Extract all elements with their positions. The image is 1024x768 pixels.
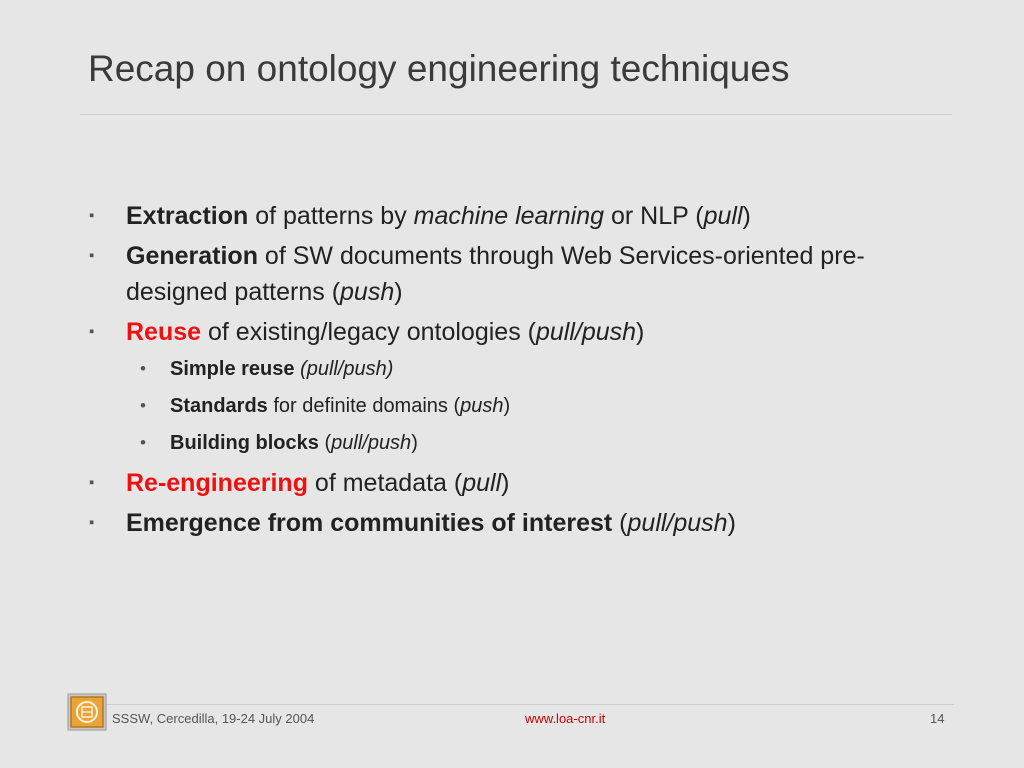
square-bullet-icon: ▪ bbox=[89, 323, 95, 340]
text: ) bbox=[503, 395, 511, 417]
bullet-generation bbox=[88, 238, 948, 310]
text: of patterns by bbox=[248, 202, 414, 230]
text: or NLP ( bbox=[604, 202, 704, 230]
text: of metadata ( bbox=[307, 469, 463, 497]
bullet-extraction bbox=[88, 198, 948, 234]
square-bullet-icon: ▪ bbox=[89, 207, 95, 224]
bullet-re-engineering bbox=[88, 465, 948, 501]
term-extraction: Extraction bbox=[126, 202, 249, 230]
text-italic: pull/push bbox=[627, 509, 728, 537]
term-building-blocks: Building blocks bbox=[170, 432, 319, 454]
square-bullet-icon: ▪ bbox=[89, 514, 95, 531]
footer-url-link[interactable]: www.loa-cnr.it bbox=[525, 711, 606, 726]
page-number: 14 bbox=[930, 711, 945, 726]
text-italic: push bbox=[460, 395, 504, 417]
text-italic: pull/push bbox=[331, 432, 412, 454]
bullet-reuse bbox=[88, 314, 948, 350]
title-divider bbox=[80, 114, 952, 115]
text-italic: push bbox=[340, 278, 395, 306]
term-emergence: Emergence from communities of interest bbox=[126, 509, 613, 537]
dot-bullet-icon: • bbox=[140, 359, 146, 378]
text-italic: (pull/push) bbox=[300, 358, 394, 380]
loa-logo-icon bbox=[67, 693, 107, 731]
text: ) bbox=[636, 318, 645, 346]
sub-bullet-building-blocks bbox=[88, 428, 948, 458]
text: ) bbox=[394, 278, 403, 306]
term-standards: Standards bbox=[170, 395, 268, 417]
text: of existing/legacy ontologies ( bbox=[201, 318, 536, 346]
text: for definite domains ( bbox=[267, 395, 461, 417]
sub-bullet-simple-reuse bbox=[88, 354, 948, 384]
footer-event: SSSW, Cercedilla, 19-24 July 2004 bbox=[112, 711, 315, 726]
term-re-engineering: Re-engineering bbox=[126, 469, 308, 497]
bullet-list bbox=[88, 198, 948, 545]
text: ) bbox=[742, 202, 751, 230]
text: ) bbox=[501, 469, 510, 497]
dot-bullet-icon: • bbox=[140, 433, 146, 452]
square-bullet-icon: ▪ bbox=[89, 247, 95, 264]
footer-divider bbox=[106, 704, 954, 705]
text-italic: machine learning bbox=[413, 202, 605, 230]
text: ( bbox=[612, 509, 628, 537]
text: ( bbox=[318, 432, 332, 454]
sub-bullet-standards bbox=[88, 391, 948, 421]
text-italic: pull bbox=[703, 202, 743, 230]
text-italic: pull/push bbox=[535, 318, 637, 346]
term-simple-reuse: Simple reuse bbox=[170, 358, 295, 380]
slide-title: Recap on ontology engineering techniques bbox=[88, 48, 790, 89]
text: ) bbox=[727, 509, 736, 537]
term-generation: Generation bbox=[126, 242, 258, 270]
text-italic: pull bbox=[462, 469, 502, 497]
square-bullet-icon: ▪ bbox=[89, 474, 95, 491]
text: of SW documents through Web Services-oriented pre-designed patterns ( bbox=[126, 242, 865, 306]
text: ) bbox=[411, 432, 418, 454]
bullet-emergence bbox=[88, 505, 948, 541]
dot-bullet-icon: • bbox=[140, 396, 146, 415]
term-reuse: Reuse bbox=[126, 318, 202, 346]
